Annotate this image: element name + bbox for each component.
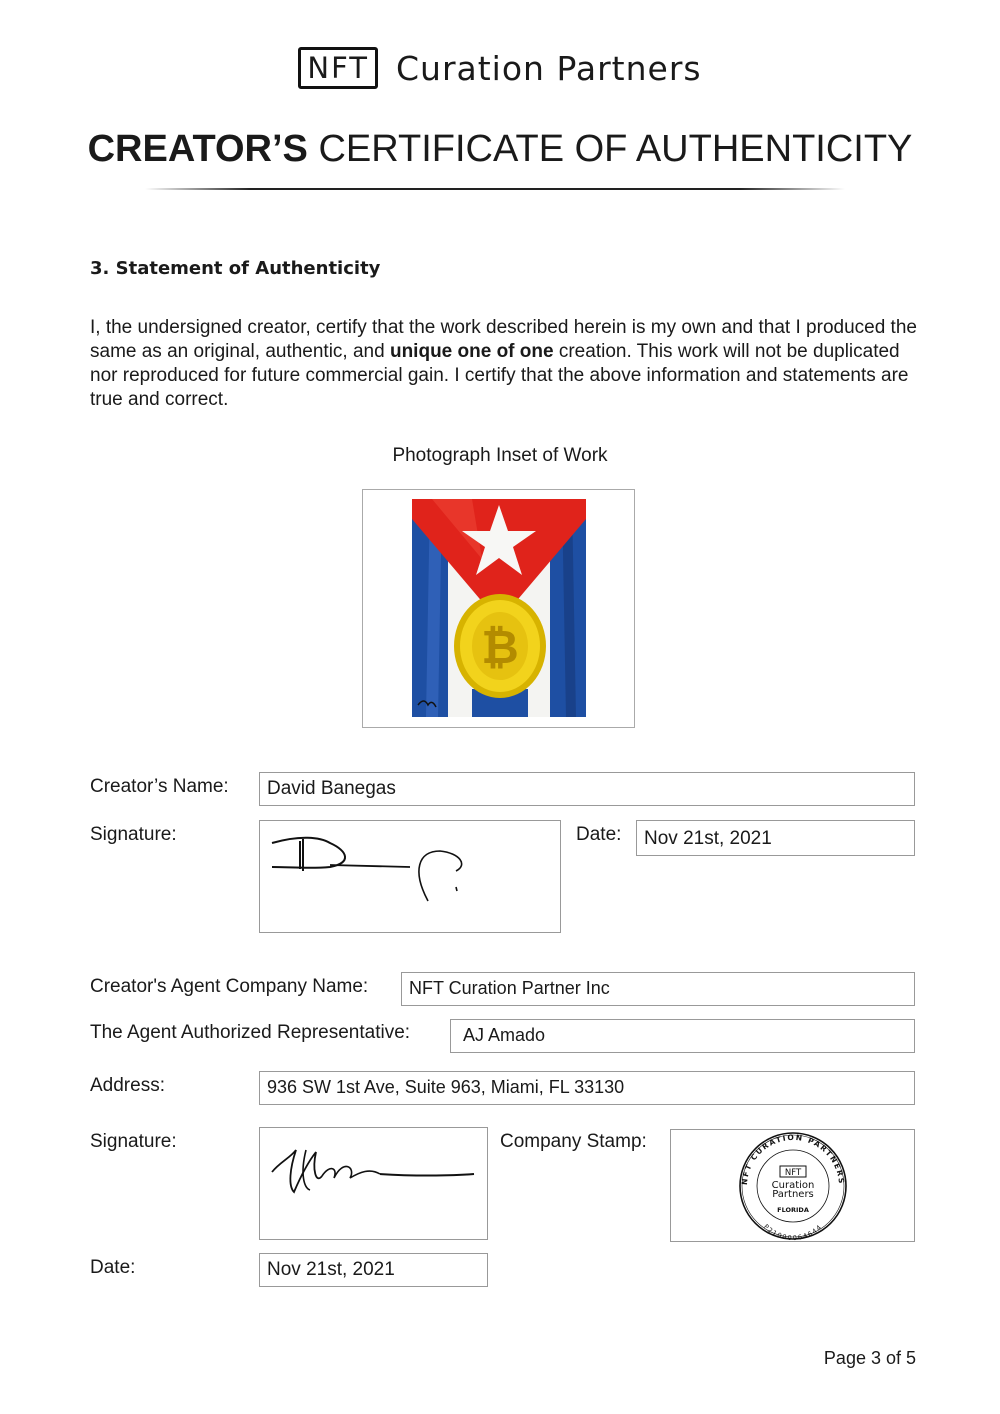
- stamp-line1: Curation: [771, 1180, 815, 1191]
- statement-bold: unique one of one: [389, 341, 554, 362]
- agent-signature-label: Signature:: [90, 1131, 177, 1152]
- creator-name-field[interactable]: David Banegas: [259, 772, 915, 806]
- agent-date-label: Date:: [90, 1257, 136, 1278]
- agent-signature-box[interactable]: [259, 1127, 488, 1240]
- stamp-state: FLORIDA: [777, 1206, 809, 1214]
- svg-text:₿: ₿: [481, 620, 519, 674]
- company-stamp: [671, 1130, 914, 1241]
- creator-signature-label: Signature:: [90, 824, 177, 845]
- company-stamp-label: Company Stamp:: [500, 1131, 647, 1152]
- creator-date-field[interactable]: Nov 21st, 2021: [636, 820, 915, 856]
- agent-rep-label: The Agent Authorized Representative:: [90, 1022, 411, 1043]
- stamp-number: P21000064644: [762, 1222, 824, 1241]
- company-stamp-box: [670, 1129, 915, 1242]
- logo-name: Curation Partners: [396, 48, 702, 88]
- agent-rep-field[interactable]: AJ Amado: [450, 1019, 915, 1053]
- page-number: Page 3 of 5: [823, 1348, 916, 1368]
- agent-date-field[interactable]: Nov 21st, 2021: [259, 1253, 488, 1287]
- statement-part2: creation. This work will not be duplicated nor reproduced for future commercial gain. I certify that the above information and statements are true and correct.: [90, 341, 909, 410]
- agent-address-field[interactable]: 936 SW 1st Ave, Suite 963, Miami, FL 33130: [259, 1071, 915, 1105]
- title-bold: CREATOR’S: [87, 128, 308, 170]
- logo-nft-box: NFT: [298, 47, 378, 89]
- agent-company-field[interactable]: NFT Curation Partner Inc: [401, 972, 915, 1006]
- creator-signature-box[interactable]: [259, 820, 561, 933]
- creator-name-label: Creator’s Name:: [90, 776, 229, 797]
- agent-company-label: Creator's Agent Company Name:: [90, 976, 369, 997]
- statement-paragraph: [90, 316, 920, 412]
- title-rest: CERTIFICATE OF AUTHENTICITY: [318, 128, 913, 170]
- title-divider: [145, 188, 845, 190]
- stamp-line2: Partners: [772, 1189, 814, 1200]
- company-logo: [0, 46, 1000, 90]
- agent-address-label: Address:: [90, 1075, 165, 1096]
- stamp-box-text: NFT: [784, 1168, 802, 1178]
- page-title: [0, 128, 1000, 171]
- inset-label: Photograph Inset of Work: [392, 445, 608, 466]
- creator-date-label: Date:: [576, 824, 622, 845]
- agent-signature-drawing: [260, 1128, 487, 1239]
- artwork-photo: [412, 499, 586, 717]
- creator-signature-drawing: [260, 821, 560, 932]
- stamp-ring-text: NFT CURATION PARTNERS: [739, 1132, 847, 1186]
- section-heading: 3. Statement of Authenticity: [90, 258, 381, 279]
- statement-part1: I, the undersigned creator, certify that the work described herein is my own and that I produced the same as an original, authentic, and: [90, 317, 917, 362]
